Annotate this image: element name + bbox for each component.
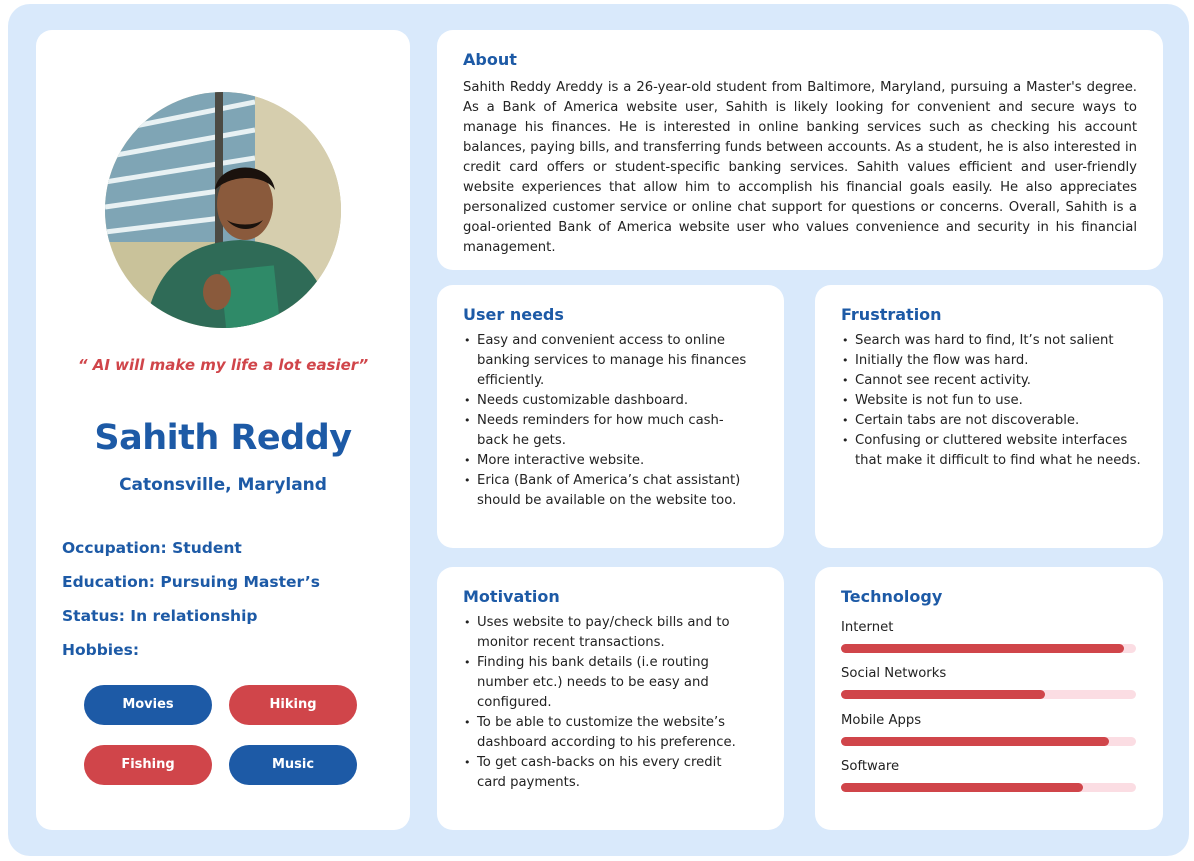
- avatar: [105, 92, 341, 328]
- list-item: • Needs reminders for how much cash-back he gets.: [463, 411, 753, 451]
- motivation-title: Motivation: [463, 587, 560, 606]
- hobbies-label: Hobbies:: [62, 641, 140, 659]
- user-needs-card: [437, 285, 784, 548]
- profile-card: [36, 30, 410, 830]
- list-item: • Search was hard to find, It’s not salient: [841, 331, 1146, 351]
- occupation: Occupation: Student: [62, 539, 242, 557]
- hobby-tag-hiking: Hiking: [229, 685, 357, 725]
- tech-bar-internet: [841, 644, 1136, 653]
- tech-label-social-networks: Social Networks: [841, 666, 947, 681]
- tech-bar-software: [841, 783, 1136, 792]
- motivation-card: [437, 567, 784, 830]
- persona-quote: “ AI will make my life a lot easier”: [77, 356, 369, 374]
- user-needs-title: User needs: [463, 305, 564, 324]
- hobby-tag-fishing: Fishing: [84, 745, 212, 785]
- about-text: Sahith Reddy Areddy is a 26-year-old student from Baltimore, Maryland, pursuing a Master's degree. As a Bank of America website user, Sahith is likely looking for convenient and secure ways to manage his finances. He is interested in online banking services such as checking his account balances, paying bills, and transferring funds between accounts. As a student, he is also interested in credit card offers or student-specific banking services. Sahith values efficient and user-friendly website experiences that allow him to accomplish his financial goals easily. He also appreciates personalized customer service or online chat support for questions or concerns. Overall, Sahith is a goal-oriented Bank of America website user who values convenience and security in his financial management.: [463, 80, 1137, 255]
- list-item: • Website is not fun to use.: [841, 391, 1146, 411]
- technology-title: Technology: [841, 587, 943, 606]
- tech-bar-fill: [841, 783, 1083, 792]
- tech-label-internet: Internet: [841, 620, 894, 635]
- about-title: About: [463, 50, 517, 69]
- tech-bar-fill: [841, 690, 1045, 699]
- about-card: [437, 30, 1163, 270]
- technology-card: [815, 567, 1163, 830]
- list-item: • Confusing or cluttered website interfaces that make it difficult to find what he needs.: [841, 431, 1146, 471]
- list-item: • Initially the flow was hard.: [841, 351, 1146, 371]
- tech-bar-social-networks: [841, 690, 1136, 699]
- tech-label-software: Software: [841, 759, 900, 774]
- persona-facts: [62, 538, 320, 674]
- frustration-card: [815, 285, 1163, 548]
- avatar-photo: [105, 92, 341, 328]
- tech-bar-fill: [841, 737, 1109, 746]
- list-item: • Needs customizable dashboard.: [463, 391, 753, 411]
- list-item: • Easy and convenient access to online banking services to manage his finances efficiently.: [463, 331, 753, 391]
- hobby-tag-movies: Movies: [84, 685, 212, 725]
- frustration-list: [841, 331, 1146, 471]
- hobby-tag-music: Music: [229, 745, 357, 785]
- frustration-title: Frustration: [841, 305, 942, 324]
- list-item: • More interactive website.: [463, 451, 753, 471]
- persona-name: Sahith Reddy: [94, 418, 352, 458]
- list-item: • Finding his bank details (i.e routing number etc.) needs to be easy and configured.: [463, 653, 753, 713]
- status: Status: In relationship: [62, 607, 258, 625]
- list-item: • Erica (Bank of America’s chat assistant) should be available on the website too.: [463, 471, 753, 511]
- list-item: • Cannot see recent activity.: [841, 371, 1146, 391]
- tech-bar-fill: [841, 644, 1124, 653]
- tech-bar-mobile-apps: [841, 737, 1136, 746]
- list-item: • Uses website to pay/check bills and to monitor recent transactions.: [463, 613, 753, 653]
- motivation-list: [463, 613, 753, 793]
- education: Education: Pursuing Master’s: [62, 573, 320, 591]
- list-item: • To get cash-backs on his every credit card payments.: [463, 753, 753, 793]
- persona-location: Catonsville, Maryland: [119, 475, 327, 495]
- list-item: • To be able to customize the website’s dashboard according to his preference.: [463, 713, 753, 753]
- list-item: • Certain tabs are not discoverable.: [841, 411, 1146, 431]
- tech-label-mobile-apps: Mobile Apps: [841, 713, 922, 728]
- user-needs-list: [463, 331, 753, 511]
